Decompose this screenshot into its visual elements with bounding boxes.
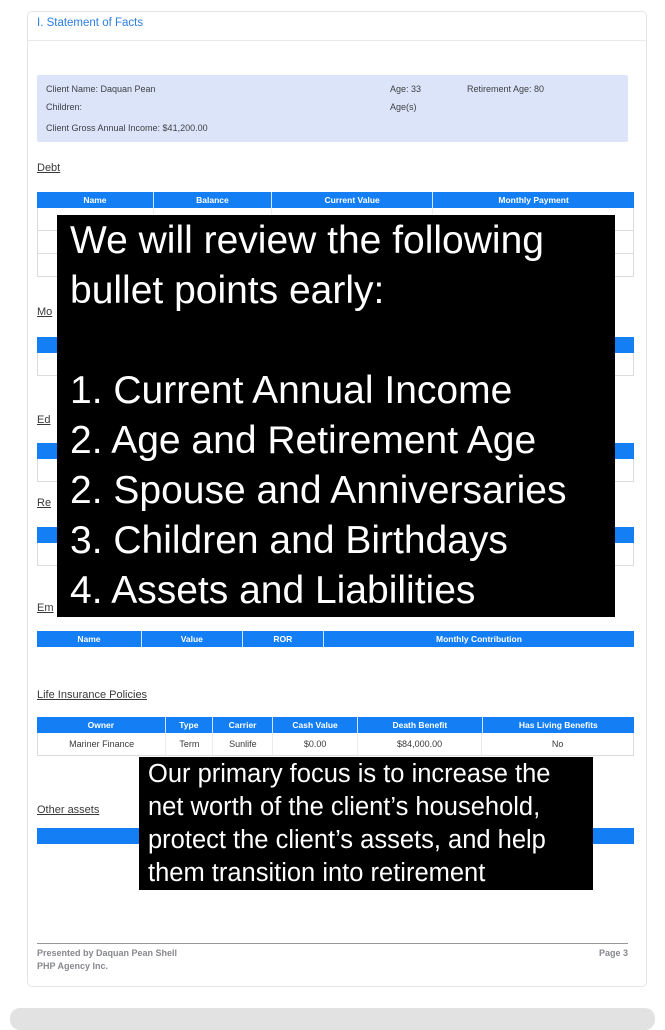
em-col-header: Value bbox=[141, 631, 242, 647]
overlay-note-focus bbox=[139, 757, 593, 890]
life-insurance-table bbox=[37, 717, 634, 756]
box1-line: 4. Assets and Liabilities bbox=[70, 569, 476, 612]
em-table-header bbox=[37, 631, 634, 647]
box2-line: net worth of the client’s household, bbox=[148, 793, 541, 821]
debt-table-header bbox=[37, 192, 634, 208]
life-col-header: Owner bbox=[87, 720, 115, 730]
client-age: Age: 33 bbox=[390, 84, 422, 94]
life-col-header: Cash Value bbox=[272, 717, 357, 733]
life-col-header: Death Benefit bbox=[357, 717, 482, 733]
re-heading: Re bbox=[37, 497, 52, 509]
box1-line: 2. Spouse and Anniversaries bbox=[70, 469, 567, 512]
em-table bbox=[37, 631, 634, 647]
life-table-row bbox=[37, 733, 634, 756]
life-col-header: Type bbox=[165, 717, 212, 733]
box1-line: 3. Children and Birthdays bbox=[70, 519, 508, 562]
em-col-header: Monthly Contribution bbox=[323, 631, 634, 647]
box1-line: We will review the following bbox=[70, 219, 544, 262]
title-divider bbox=[28, 40, 647, 41]
other-assets-heading: Other assets bbox=[37, 804, 100, 816]
footer-company: PHP Agency Inc. bbox=[37, 961, 109, 971]
mo-heading: Mo bbox=[37, 306, 53, 318]
next-page-edge bbox=[10, 1008, 655, 1030]
box1-line bbox=[70, 316, 615, 366]
life-col-header: Has Living Benefits bbox=[482, 717, 634, 733]
box2-line: Our primary focus is to increase the bbox=[148, 760, 551, 788]
life-table-cell: Mariner Finance bbox=[69, 739, 135, 749]
debt-col-header: Monthly Payment bbox=[432, 192, 634, 208]
box2-line: protect the client’s assets, and help bbox=[148, 826, 546, 854]
debt-col-header: Current Value bbox=[271, 192, 432, 208]
client-name: Client Name: Daquan Pean bbox=[46, 84, 156, 94]
life-table-cell: Sunlife bbox=[212, 733, 272, 755]
page-title: I. Statement of Facts bbox=[37, 17, 144, 29]
life-table-cell: No bbox=[481, 733, 633, 755]
life-table-cell: Term bbox=[165, 733, 212, 755]
debt-col-header: Balance bbox=[153, 192, 271, 208]
em-heading: Em bbox=[37, 602, 54, 614]
gross-annual-income: Client Gross Annual Income: $41,200.00 bbox=[46, 123, 208, 133]
overlay-note-bullets bbox=[57, 215, 615, 617]
footer-divider bbox=[37, 943, 628, 944]
life-table-cell: $84,000.00 bbox=[357, 733, 481, 755]
footer-page-number: Page 3 bbox=[598, 948, 628, 958]
client-info-box bbox=[37, 75, 628, 142]
retirement-age: Retirement Age: 80 bbox=[467, 84, 545, 94]
life-table-cell: $0.00 bbox=[272, 733, 356, 755]
ed-heading: Ed bbox=[37, 414, 51, 426]
footer-presented-by: Presented by Daquan Pean Shell bbox=[37, 948, 178, 958]
box1-line: 2. Age and Retirement Age bbox=[70, 419, 537, 462]
children-label: Children: bbox=[46, 102, 83, 112]
box1-line: bullet points early: bbox=[70, 269, 385, 312]
life-col-header: Carrier bbox=[212, 717, 272, 733]
box2-line: them transition into retirement bbox=[148, 859, 486, 887]
em-col-header: ROR bbox=[242, 631, 323, 647]
life-insurance-heading: Life Insurance Policies bbox=[37, 689, 148, 701]
em-col-header: Name bbox=[77, 634, 101, 644]
box1-line: 1. Current Annual Income bbox=[70, 369, 513, 412]
children-ages: Age(s) bbox=[390, 102, 417, 112]
debt-heading: Debt bbox=[37, 162, 61, 174]
life-table-header bbox=[37, 717, 634, 733]
debt-col-header: Name bbox=[83, 195, 107, 205]
